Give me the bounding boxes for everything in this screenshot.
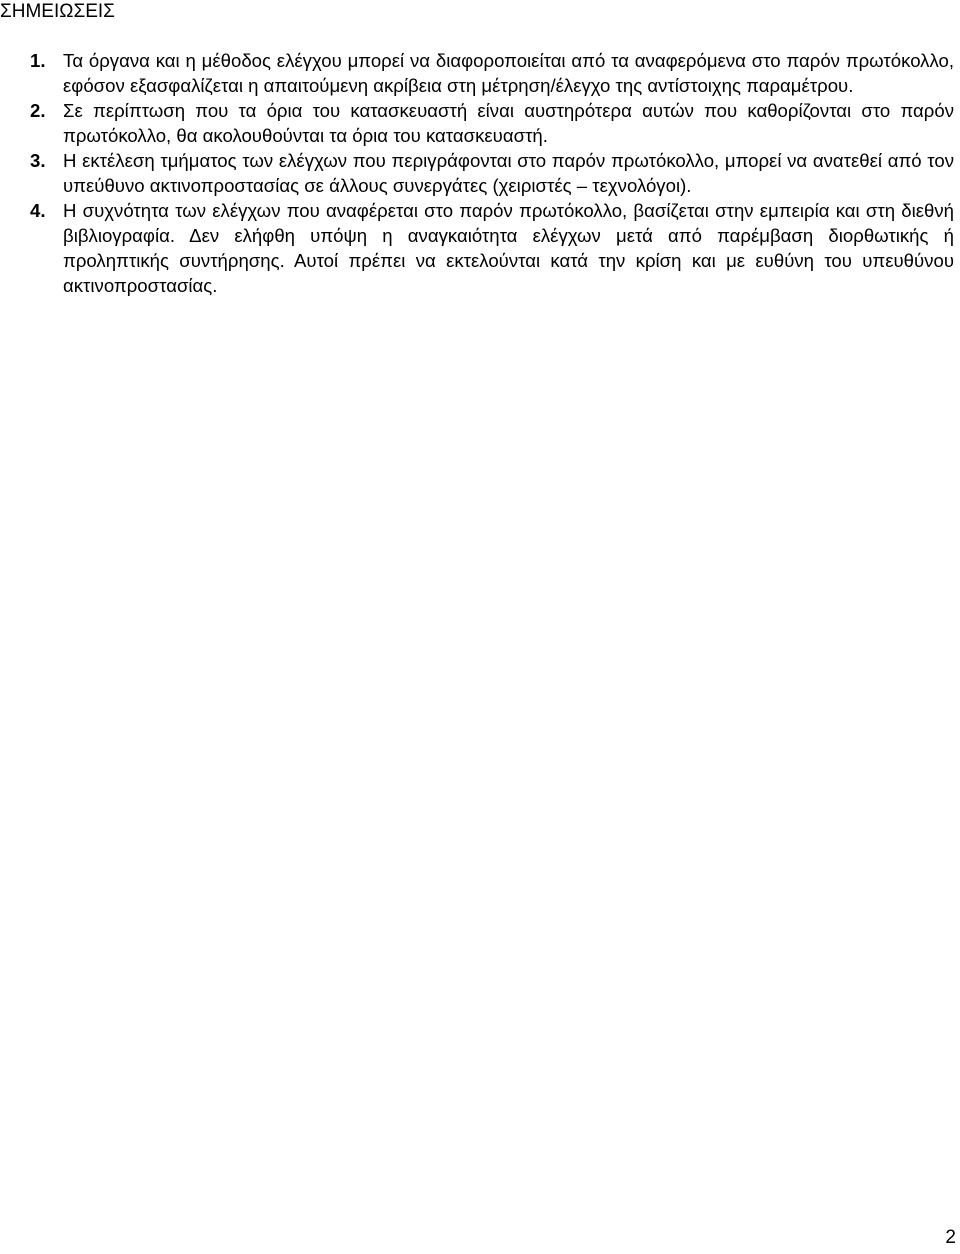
- note-item-3: [0, 148, 954, 198]
- notes-list: [0, 48, 954, 298]
- note-text: Η συχνότητα των ελέγχων που αναφέρεται στο παρόν πρωτόκολλο, βασίζεται στην εμπειρία και στη διεθνή βιβλιογραφία. Δεν ελήφθη υπόψη η αναγκαιότητα ελέγχων μετά από παρέμβαση διορθωτικής ή προληπτικής συντήρησης. Αυτοί πρέπει να εκτελούνται κατά την κρίση και με ευθύνη του υπευθύνου ακτινοπροστασίας.: [63, 200, 954, 296]
- note-item-4: [0, 198, 954, 298]
- page-number: 2: [945, 1227, 956, 1248]
- note-item-2: [0, 98, 954, 148]
- note-text: Τα όργανα και η μέθοδος ελέγχου μπορεί να διαφοροποιείται από τα αναφερόμενα στο παρόν πρωτόκολλο, εφόσον εξασφαλίζεται η απαιτούμενη ακρίβεια στη μέτρηση/έλεγχο της αντίστοιχης παραμέτρου.: [63, 50, 954, 96]
- page-heading: ΣΗΜΕΙΩΣΕΙΣ: [0, 1, 115, 22]
- note-number: 2.: [30, 100, 46, 121]
- note-item-1: [0, 48, 954, 98]
- note-number: 1.: [30, 50, 46, 71]
- note-number: 4.: [30, 200, 46, 221]
- note-number: 3.: [30, 150, 46, 171]
- note-text: Η εκτέλεση τμήματος των ελέγχων που περιγράφονται στο παρόν πρωτόκολλο, μπορεί να ανατεθεί από τον υπεύθυνο ακτινοπροστασίας σε άλλους συνεργάτες (χειριστές – τεχνολόγοι).: [63, 150, 954, 196]
- note-text: Σε περίπτωση που τα όρια του κατασκευαστή είναι αυστηρότερα αυτών που καθορίζονται στο παρόν πρωτόκολλο, θα ακολουθούνται τα όρια του κατασκευαστή.: [63, 100, 954, 146]
